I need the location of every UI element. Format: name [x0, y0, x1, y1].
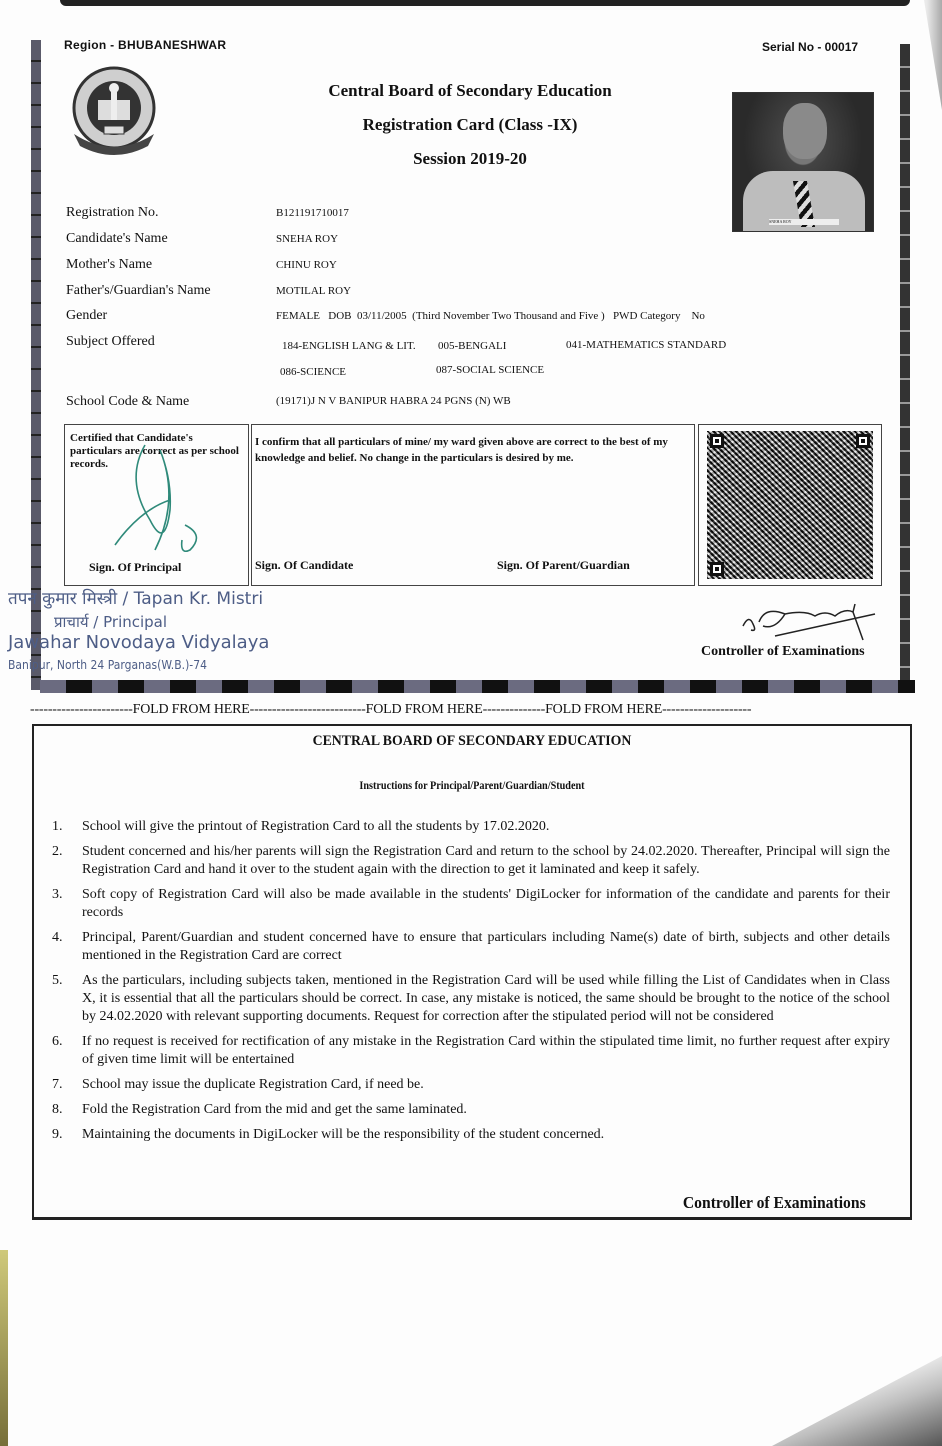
list-item [50, 1076, 890, 1094]
item-text: Student concerned and his/her parents will sign the Registration Card and return to the school by 24.02.2020. Thereafter, Principal will sign the Registration Card and hand it over to the student again with the direction to get it laminated and keep it safely. [82, 844, 890, 877]
background-edge [0, 1250, 8, 1446]
item-number: 1. [52, 819, 63, 834]
field-label: Gender [66, 308, 108, 323]
field-label: School Code & Name [66, 394, 190, 409]
field-label: Candidate's Name [66, 231, 168, 246]
list-item [50, 1126, 890, 1144]
photo-edge-shadow [60, 0, 910, 6]
item-text: As the particulars, including subjects taken, mentioned in the Registration Card will be used while filling the List of Candidates when in Class X, it is essential that all the particulars should be correct. In case, any mistake is noticed, the same should be brought to the notice of the school by 24.02.2020 with relevant supporting documents. Request for correction after the stipulated period will not be considered [82, 973, 890, 1024]
stamp-address: Banipur, North 24 Parganas(W.B.)-74 [8, 658, 207, 672]
subject: 005-BENGALI [438, 340, 507, 352]
instructions-box [32, 724, 912, 1220]
qr-finder-icon [710, 434, 724, 448]
stamp-name: तपन कुमार मिस्त्री / Tapan Kr. Mistri [8, 589, 264, 609]
page-curl-shadow-bottom [772, 1356, 942, 1446]
card-type: Registration Card (Class -IX) [362, 115, 578, 134]
item-number: 7. [52, 1077, 63, 1092]
list-item [50, 1033, 890, 1069]
stamp-school: Jawahar Novodaya Vidyalaya [8, 632, 270, 653]
principal-signature-icon [110, 440, 210, 560]
candidate-sign-label: Sign. Of Candidate [255, 558, 354, 572]
candidate-photo [732, 92, 874, 232]
list-item [50, 972, 890, 1026]
item-number: 2. [52, 844, 63, 859]
security-strip-right [900, 44, 910, 690]
region-label: Region - BHUBANESHWAR [64, 38, 227, 52]
list-item [50, 818, 890, 836]
subject: 041-MATHEMATICS STANDARD [566, 339, 727, 351]
list-item [50, 886, 890, 922]
item-number: 9. [52, 1127, 63, 1142]
instructions-list [50, 818, 890, 1151]
instructions-heading: CENTRAL BOARD OF SECONDARY EDUCATION [312, 733, 632, 749]
card-title [290, 74, 650, 176]
security-strip-bottom [40, 680, 915, 693]
list-item [50, 929, 890, 965]
instructions-subheading: Instructions for Principal/Parent/Guardian/Student [359, 778, 585, 792]
item-number: 6. [52, 1034, 63, 1049]
qr-finder-icon [710, 562, 724, 576]
field-value: B121191710017 [276, 207, 349, 219]
item-number: 4. [52, 930, 63, 945]
field-value: (19171)J N V BANIPUR HABRA 24 PGNS (N) WB [276, 395, 511, 407]
field-value: MOTILAL ROY [276, 285, 352, 297]
declaration-box [251, 424, 695, 586]
field-label: Mother's Name [66, 257, 153, 272]
field-label: Father's/Guardian's Name [66, 283, 211, 298]
item-text: Principal, Parent/Guardian and student concerned have to ensure that particulars including Name(s) date of birth, subjects and other details mentioned in the Registration Card are correct [82, 930, 890, 963]
principal-sign-label: Sign. Of Principal [89, 560, 182, 574]
instructions-footer: Controller of Examinations [683, 1193, 866, 1212]
item-text: School may issue the duplicate Registration Card, if need be. [82, 1077, 424, 1092]
fold-line: -----------------------FOLD FROM HERE--------------------------FOLD FROM HERE--------------FOLD FROM HERE-------------------- [30, 702, 752, 717]
qr-code-box [698, 424, 882, 586]
subject: 086-SCIENCE [280, 366, 346, 378]
controller-signature-icon [735, 596, 885, 646]
cbse-logo-icon [64, 64, 164, 160]
qr-code-icon [707, 431, 873, 579]
item-text: Soft copy of Registration Card will also be made available in the students' DigiLocker for information of the candidate and parents for their records [82, 887, 890, 920]
field-label: Registration No. [66, 205, 159, 220]
photo-caption: SNEHA ROY [769, 219, 839, 225]
item-text: Fold the Registration Card from the mid and get the same laminated. [82, 1102, 467, 1117]
field-value: SNEHA ROY [276, 233, 339, 245]
field-value: CHINU ROY [276, 259, 337, 271]
subject: 087-SOCIAL SCIENCE [436, 364, 545, 376]
serial-number: Serial No - 00017 [762, 40, 859, 54]
field-value: FEMALE DOB 03/11/2005 (Third November Two Thousand and Five ) PWD Category No [276, 310, 705, 322]
board-name: Central Board of Secondary Education [328, 81, 612, 100]
controller-label: Controller of Examinations [701, 644, 865, 659]
subject: 184-ENGLISH LANG & LIT. [282, 340, 416, 352]
declaration-text: I confirm that all particulars of mine/ my ward given above are correct to the best of my knowledge and belief. No change in the particulars is desired by me. [255, 436, 668, 464]
item-number: 8. [52, 1102, 63, 1117]
item-text: If no request is received for rectification of any mistake in the Registration Card within the stipulated time limit, no further request after expiry of given time limit will be entertained [82, 1034, 890, 1067]
item-number: 3. [52, 887, 63, 902]
photo-head [783, 103, 827, 159]
list-item [50, 843, 890, 879]
item-text: Maintaining the documents in DigiLocker will be the responsibility of the student concerned. [82, 1127, 605, 1142]
stamp-designation: प्राचार्य / Principal [54, 613, 168, 631]
page-curl-shadow [912, 0, 942, 110]
principal-certification-text: Certified that Candidate's particulars are correct as per school records. [70, 432, 239, 470]
item-number: 5. [52, 973, 63, 988]
list-item [50, 1101, 890, 1119]
field-label: Subject Offered [66, 334, 155, 349]
parent-sign-label: Sign. Of Parent/Guardian [497, 558, 630, 572]
qr-finder-icon [856, 434, 870, 448]
session: Session 2019-20 [413, 149, 527, 168]
item-text: School will give the printout of Registration Card to all the students by 17.02.2020. [82, 819, 550, 834]
